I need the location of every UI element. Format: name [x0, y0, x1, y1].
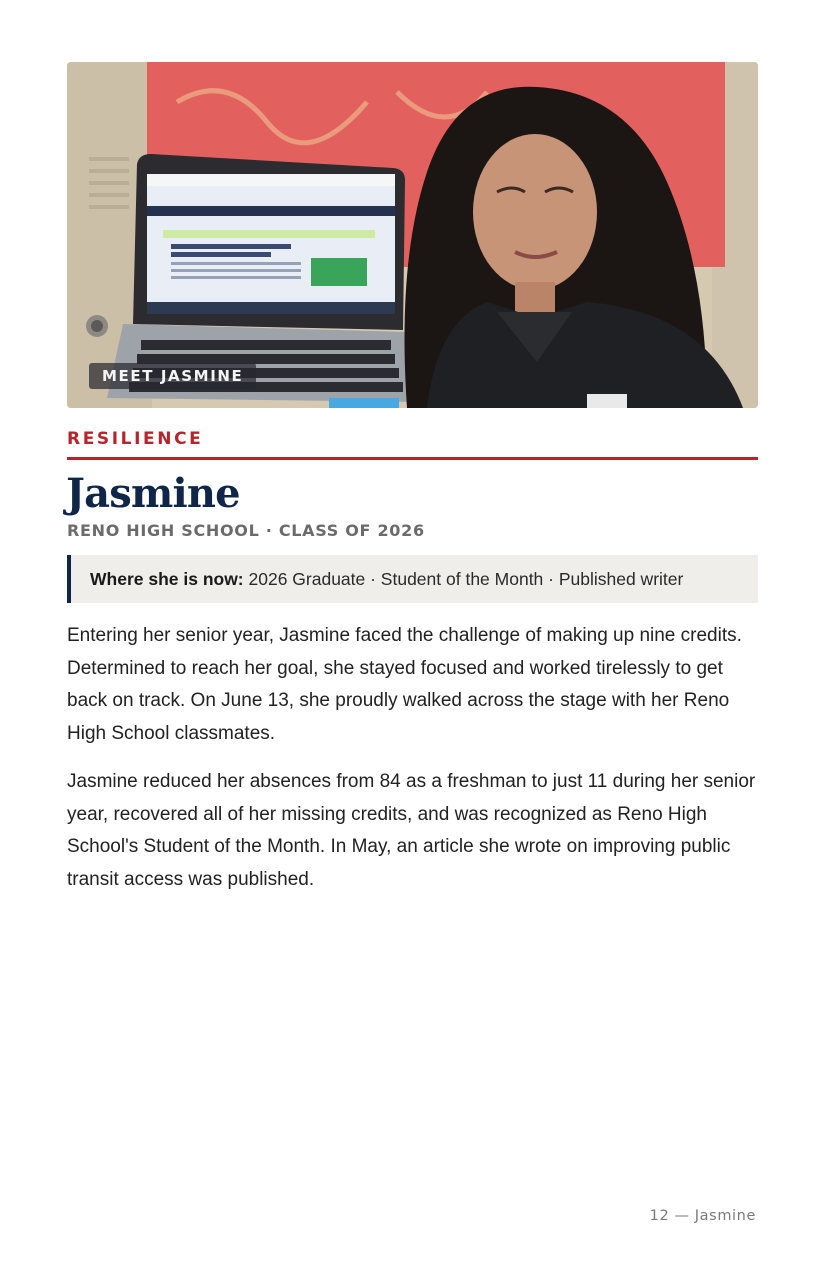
where-now-label: Where she is now: [90, 569, 244, 589]
story-paragraph: Entering her senior year, Jasmine faced the challenge of making up nine credits. Determined to reach her goal, she stayed focused and worked tirelessly to get back on track. On June 13, she proudly walked across the stage with her Reno High School classmates. [67, 625, 742, 744]
photo-illustration [67, 62, 758, 408]
where-now-callout [67, 555, 758, 603]
kicker-divider [67, 457, 758, 460]
photo-tag-label: MEET JASMINE [89, 363, 256, 389]
section-kicker: RESILIENCE [67, 429, 204, 449]
school-class-line: RENO HIGH SCHOOL · CLASS OF 2026 [67, 521, 425, 540]
where-now-value: 2026 Graduate · Student of the Month · Published writer [243, 569, 684, 589]
feature-photo [67, 62, 758, 408]
page-footer: 12 — Jasmine [649, 1208, 756, 1224]
profile-name: Jasmine [66, 470, 240, 517]
story-body [67, 620, 759, 912]
story-paragraph: Jasmine reduced her absences from 84 as a freshman to just 11 during her senior year, recovered all of her missing credits, and was recognized as Reno High School's Student of the Month. In May, an article she wrote on improving public transit access was published. [67, 771, 756, 890]
